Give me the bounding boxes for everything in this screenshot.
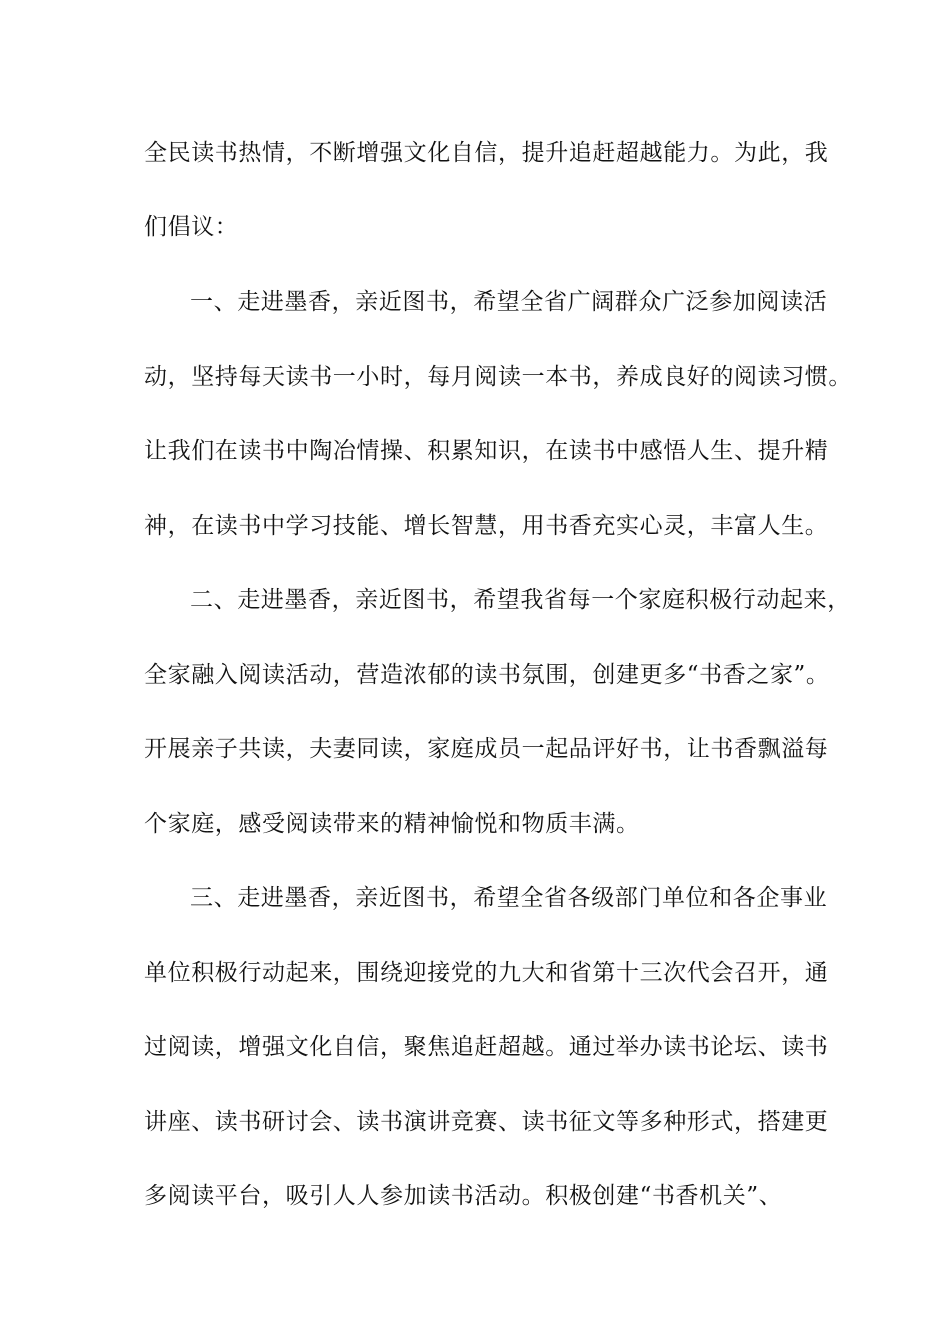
text-line: 全民读书热情，不断增强文化自信，提升追赶超越能力。为此，我: [144, 140, 829, 166]
text-line: 动，坚持每天读书一小时，每月阅读一本书，养成良好的阅读习惯。: [144, 364, 852, 390]
paragraph-start-line: 二、走进墨香，亲近图书，希望我省每一个家庭积极行动起来，: [190, 587, 851, 613]
text-line: 开展亲子共读，夫妻同读，家庭成员一起品评好书，让书香飘溢每: [144, 736, 829, 762]
text-line: 单位积极行动起来，围绕迎接党的九大和省第十三次代会召开，通: [144, 960, 829, 986]
text-line: 们倡议：: [144, 214, 239, 240]
text-line: 全家融入阅读活动，营造浓郁的读书氛围，创建更多“书香之家”。: [144, 662, 830, 688]
text-line: 多阅读平台，吸引人人参加读书活动。积极创建“书香机关”、: [144, 1183, 783, 1209]
text-line: 讲座、读书研讨会、读书演讲竞赛、读书征文等多种形式，搭建更: [144, 1109, 829, 1135]
text-line: 个家庭，感受阅读带来的精神愉悦和物质丰满。: [144, 811, 640, 837]
paragraph-start-line: 三、走进墨香，亲近图书，希望全省各级部门单位和各企事业: [190, 885, 828, 911]
paragraph-start-line: 一、走进墨香，亲近图书，希望全省广阔群众广泛参加阅读活: [190, 289, 828, 315]
text-line: 神，在读书中学习技能、增长智慧，用书香充实心灵，丰富人生。: [144, 513, 829, 539]
text-line: 让我们在读书中陶冶情操、积累知识，在读书中感悟人生、提升精: [144, 438, 829, 464]
text-line: 过阅读，增强文化自信，聚焦追赶超越。通过举办读书论坛、读书: [144, 1034, 829, 1060]
